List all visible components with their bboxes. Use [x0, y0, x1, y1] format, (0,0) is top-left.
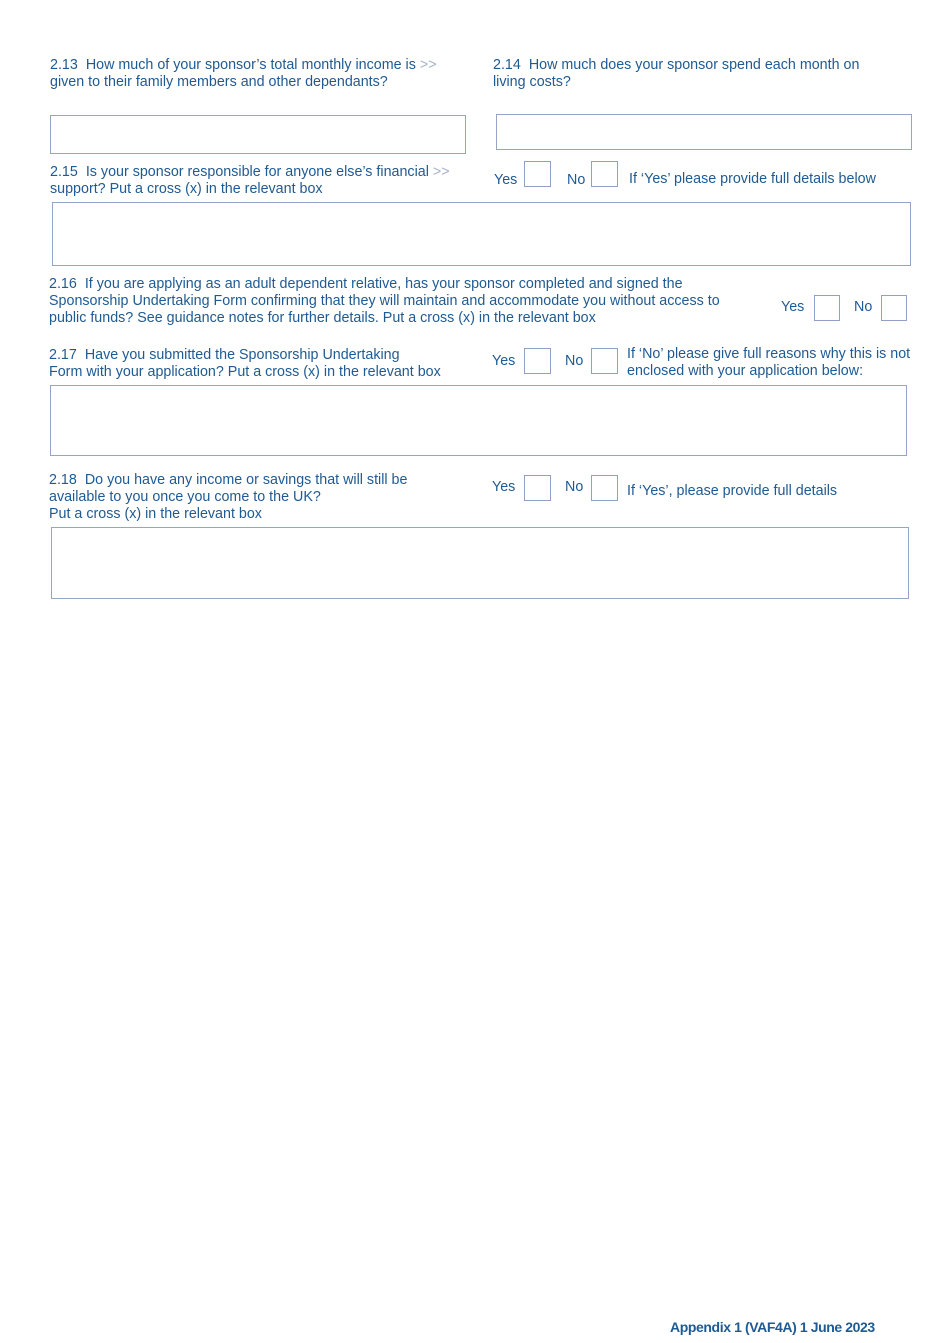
financial-support-details-field[interactable]	[52, 202, 911, 266]
question-number: 2.18	[49, 472, 77, 488]
question-text-line2: given to their family members and other dependants?	[50, 74, 388, 90]
yes-checkbox[interactable]	[524, 475, 551, 501]
question-2-14	[493, 57, 913, 91]
note-line2: enclosed with your application below:	[627, 363, 864, 379]
no-checkbox[interactable]	[881, 295, 907, 321]
question-text: Have you submitted the Sponsorship Undertaking	[84, 347, 400, 363]
no-label: No	[565, 353, 584, 369]
dependants-income-field[interactable]	[50, 115, 466, 154]
yes-details-note: If ‘Yes’, please provide full details	[627, 483, 838, 499]
question-text-line2: Form with your application? Put a cross (x) in the relevant box	[49, 364, 441, 380]
living-costs-field[interactable]	[496, 114, 912, 150]
no-label: No	[565, 479, 584, 495]
no-label: No	[854, 299, 873, 315]
yes-label: Yes	[494, 172, 518, 188]
question-number: 2.13	[50, 57, 78, 73]
footer-reference: Appendix 1 (VAF4A) 1 June 2023	[670, 1319, 875, 1335]
note-line1: If ‘No’ please give full reasons why this is not	[627, 346, 911, 362]
yes-details-note: If ‘Yes’ please provide full details below	[629, 171, 876, 187]
question-number: 2.15	[50, 164, 78, 180]
question-2-17	[49, 347, 479, 381]
no-checkbox[interactable]	[591, 161, 618, 187]
question-number: 2.14	[493, 57, 521, 73]
question-text-line3: Put a cross (x) in the relevant box	[49, 506, 262, 522]
question-text: How much does your sponsor spend each month on	[528, 57, 860, 73]
question-text: Is your sponsor responsible for anyone else’s financial	[85, 164, 429, 180]
continue-arrow-icon: >>	[419, 57, 437, 73]
no-checkbox[interactable]	[591, 475, 618, 501]
income-savings-details-field[interactable]	[51, 527, 909, 599]
question-text-line2: living costs?	[493, 74, 571, 90]
no-checkbox[interactable]	[591, 348, 618, 374]
yes-label: Yes	[492, 479, 516, 495]
question-text-line2: Sponsorship Undertaking Form confirming that they will maintain and accommodate you without access to	[49, 293, 720, 309]
not-enclosed-reasons-field[interactable]	[50, 385, 907, 456]
question-2-13	[50, 57, 470, 91]
question-text-line2: available to you once you come to the UK?	[49, 489, 321, 505]
question-text: If you are applying as an adult dependent relative, has your sponsor completed and signed the	[84, 276, 683, 292]
question-2-16	[49, 276, 769, 327]
continue-arrow-icon: >>	[432, 164, 450, 180]
question-text-line2: support? Put a cross (x) in the relevant box	[50, 181, 323, 197]
yes-label: Yes	[781, 299, 805, 315]
no-label: No	[567, 172, 586, 188]
yes-checkbox[interactable]	[814, 295, 840, 321]
question-2-18	[49, 472, 479, 523]
yes-checkbox[interactable]	[524, 348, 551, 374]
question-number: 2.17	[49, 347, 77, 363]
question-text-line3: public funds? See guidance notes for further details. Put a cross (x) in the relevant box	[49, 310, 596, 326]
question-number: 2.16	[49, 276, 77, 292]
yes-label: Yes	[492, 353, 516, 369]
yes-checkbox[interactable]	[524, 161, 551, 187]
question-2-15	[50, 164, 480, 198]
question-text: Do you have any income or savings that will still be	[84, 472, 408, 488]
no-reasons-note	[627, 346, 917, 380]
question-text: How much of your sponsor’s total monthly income is	[85, 57, 416, 73]
